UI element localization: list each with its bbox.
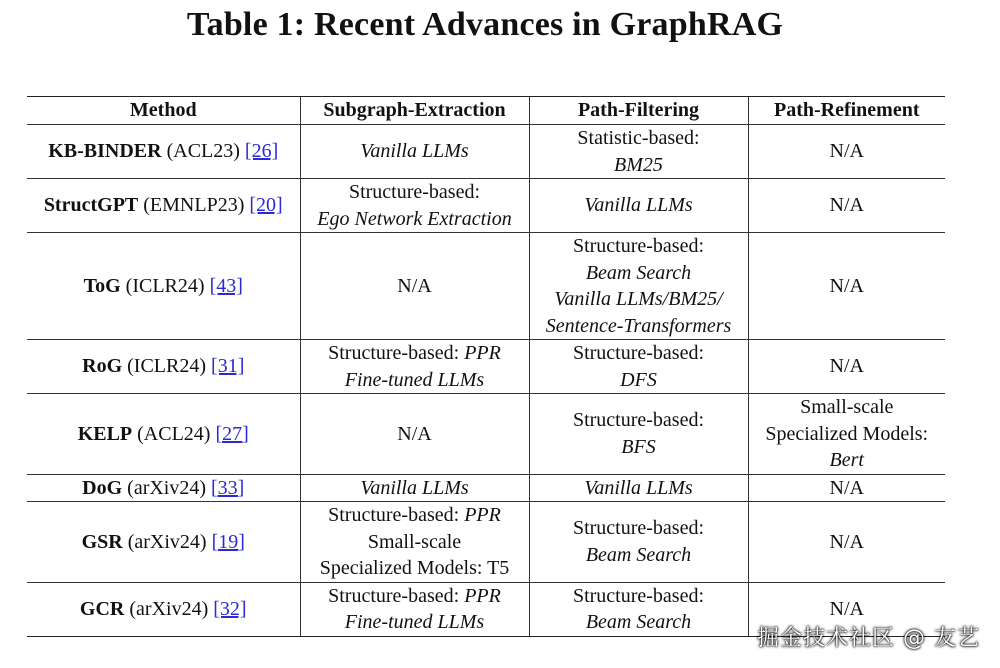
subgraph-cell (300, 394, 529, 475)
cell-text: Statistic-based: (577, 127, 700, 149)
refinement-cell (748, 179, 945, 233)
cell-text: Structure-based: (572, 517, 705, 540)
graphrag-table (27, 96, 945, 637)
subgraph-cell (300, 582, 529, 636)
cell-text: N/A (829, 140, 864, 163)
cell-text: Structure-based: (572, 235, 705, 257)
method-venue: (ACL24) (137, 422, 211, 445)
method-name: RoG (82, 355, 123, 378)
citation-link[interactable]: [43] (209, 274, 243, 297)
table-row (27, 125, 945, 179)
table-row (27, 179, 945, 233)
cell-text: Vanilla LLMs (360, 476, 469, 499)
method-name: KB-BINDER (48, 140, 162, 163)
method-venue: (ACL23) (166, 140, 240, 163)
table-row (27, 474, 945, 502)
method-cell (27, 394, 300, 475)
refinement-cell (748, 474, 945, 502)
cell-text: Fine-tuned LLMs (344, 611, 485, 633)
refinement-cell (748, 340, 945, 394)
refinement-cell (748, 502, 945, 583)
subgraph-cell (300, 233, 529, 340)
cell-text: N/A (397, 274, 432, 297)
filtering-cell (529, 125, 748, 179)
cell-text: Structure-based: (328, 504, 460, 526)
cell-text: Vanilla LLMs (360, 140, 469, 163)
table-row (27, 340, 945, 394)
method-cell (27, 340, 300, 394)
method-venue: (arXiv24) (129, 597, 209, 620)
cell-text: PPR (464, 584, 501, 607)
filtering-cell (529, 179, 748, 233)
cell-text: Small-scale (800, 396, 894, 418)
cell-text: N/A (829, 274, 864, 297)
filtering-cell (529, 474, 748, 502)
cell-text: BM25 (614, 153, 663, 176)
method-name: GSR (81, 530, 123, 553)
cell-text: Vanilla LLMs (584, 476, 693, 499)
cell-text: Beam Search (585, 543, 692, 566)
filtering-cell (529, 233, 748, 340)
cell-text: Structure-based: (328, 342, 460, 364)
citation-link[interactable]: [19] (211, 530, 245, 553)
header-method: Method (27, 97, 300, 125)
header-row (27, 97, 945, 125)
method-name: ToG (83, 274, 121, 297)
method-cell (27, 179, 300, 233)
method-venue: (arXiv24) (127, 476, 207, 499)
cell-text: N/A (829, 597, 864, 620)
method-cell (27, 582, 300, 636)
cell-text: N/A (829, 530, 864, 553)
subgraph-cell (300, 340, 529, 394)
cell-text: Bert (829, 449, 864, 471)
subgraph-cell (300, 502, 529, 583)
header-path-filtering: Path-Filtering (529, 97, 748, 125)
refinement-cell (748, 125, 945, 179)
method-name: StructGPT (43, 194, 139, 217)
citation-link[interactable]: [32] (213, 597, 247, 620)
cell-text: N/A (829, 476, 864, 499)
cell-text: Structure-based: (328, 584, 460, 607)
method-cell (27, 502, 300, 583)
cell-text: PPR (464, 342, 501, 364)
table-caption: Table 1: Recent Advances in GraphRAG (186, 6, 784, 43)
citation-link[interactable]: [26] (244, 140, 279, 163)
method-name: GCR (79, 597, 125, 620)
refinement-cell (748, 394, 945, 475)
subgraph-cell (300, 474, 529, 502)
method-venue: (ICLR24) (125, 274, 205, 297)
cell-text: N/A (829, 194, 864, 217)
cell-text: DFS (620, 368, 657, 391)
method-venue: (ICLR24) (127, 355, 207, 378)
cell-text: Beam Search (585, 261, 692, 284)
cell-text: Ego Network Extraction (317, 207, 512, 230)
subgraph-cell (300, 179, 529, 233)
cell-text: Structure-based: (348, 181, 481, 203)
cell-text: Sentence-Transformers (545, 314, 732, 337)
method-cell (27, 125, 300, 179)
cell-text: PPR (464, 504, 501, 526)
cell-text: Vanilla LLMs/BM25/ (554, 288, 723, 310)
citation-link[interactable]: [20] (249, 194, 283, 217)
cell-text: Structure-based: (572, 409, 705, 432)
refinement-cell (748, 233, 945, 340)
method-venue: (arXiv24) (127, 530, 207, 553)
cell-text: BFS (621, 435, 656, 458)
method-cell (27, 474, 300, 502)
citation-link[interactable]: [31] (211, 355, 245, 378)
table-row (27, 233, 945, 340)
cell-text: N/A (397, 422, 432, 445)
cell-text: Beam Search (585, 611, 692, 633)
cell-text: Specialized Models: (765, 422, 929, 445)
table-row (27, 394, 945, 475)
table-row (27, 502, 945, 583)
cell-text: N/A (829, 355, 864, 378)
filtering-cell (529, 582, 748, 636)
filtering-cell (529, 502, 748, 583)
cell-text: Fine-tuned LLMs (344, 368, 485, 391)
cell-text: Specialized Models: T5 (319, 557, 510, 579)
method-name: KELP (77, 422, 133, 445)
filtering-cell (529, 340, 748, 394)
cell-text: Structure-based: (572, 584, 705, 607)
watermark: 掘金技术社区 @ 友艺 (757, 626, 980, 651)
citation-link[interactable]: [27] (215, 422, 249, 445)
header-subgraph-extraction: Subgraph-Extraction (300, 97, 529, 125)
filtering-cell (529, 394, 748, 475)
header-path-refinement: Path-Refinement (748, 97, 945, 125)
cell-text: Structure-based: (572, 342, 705, 364)
cell-text: Vanilla LLMs (584, 194, 693, 217)
citation-link[interactable]: [33] (211, 476, 245, 499)
subgraph-cell (300, 125, 529, 179)
method-venue: (EMNLP23) (143, 194, 245, 217)
cell-text: Small-scale (367, 530, 462, 553)
method-name: DoG (82, 476, 123, 499)
method-cell (27, 233, 300, 340)
